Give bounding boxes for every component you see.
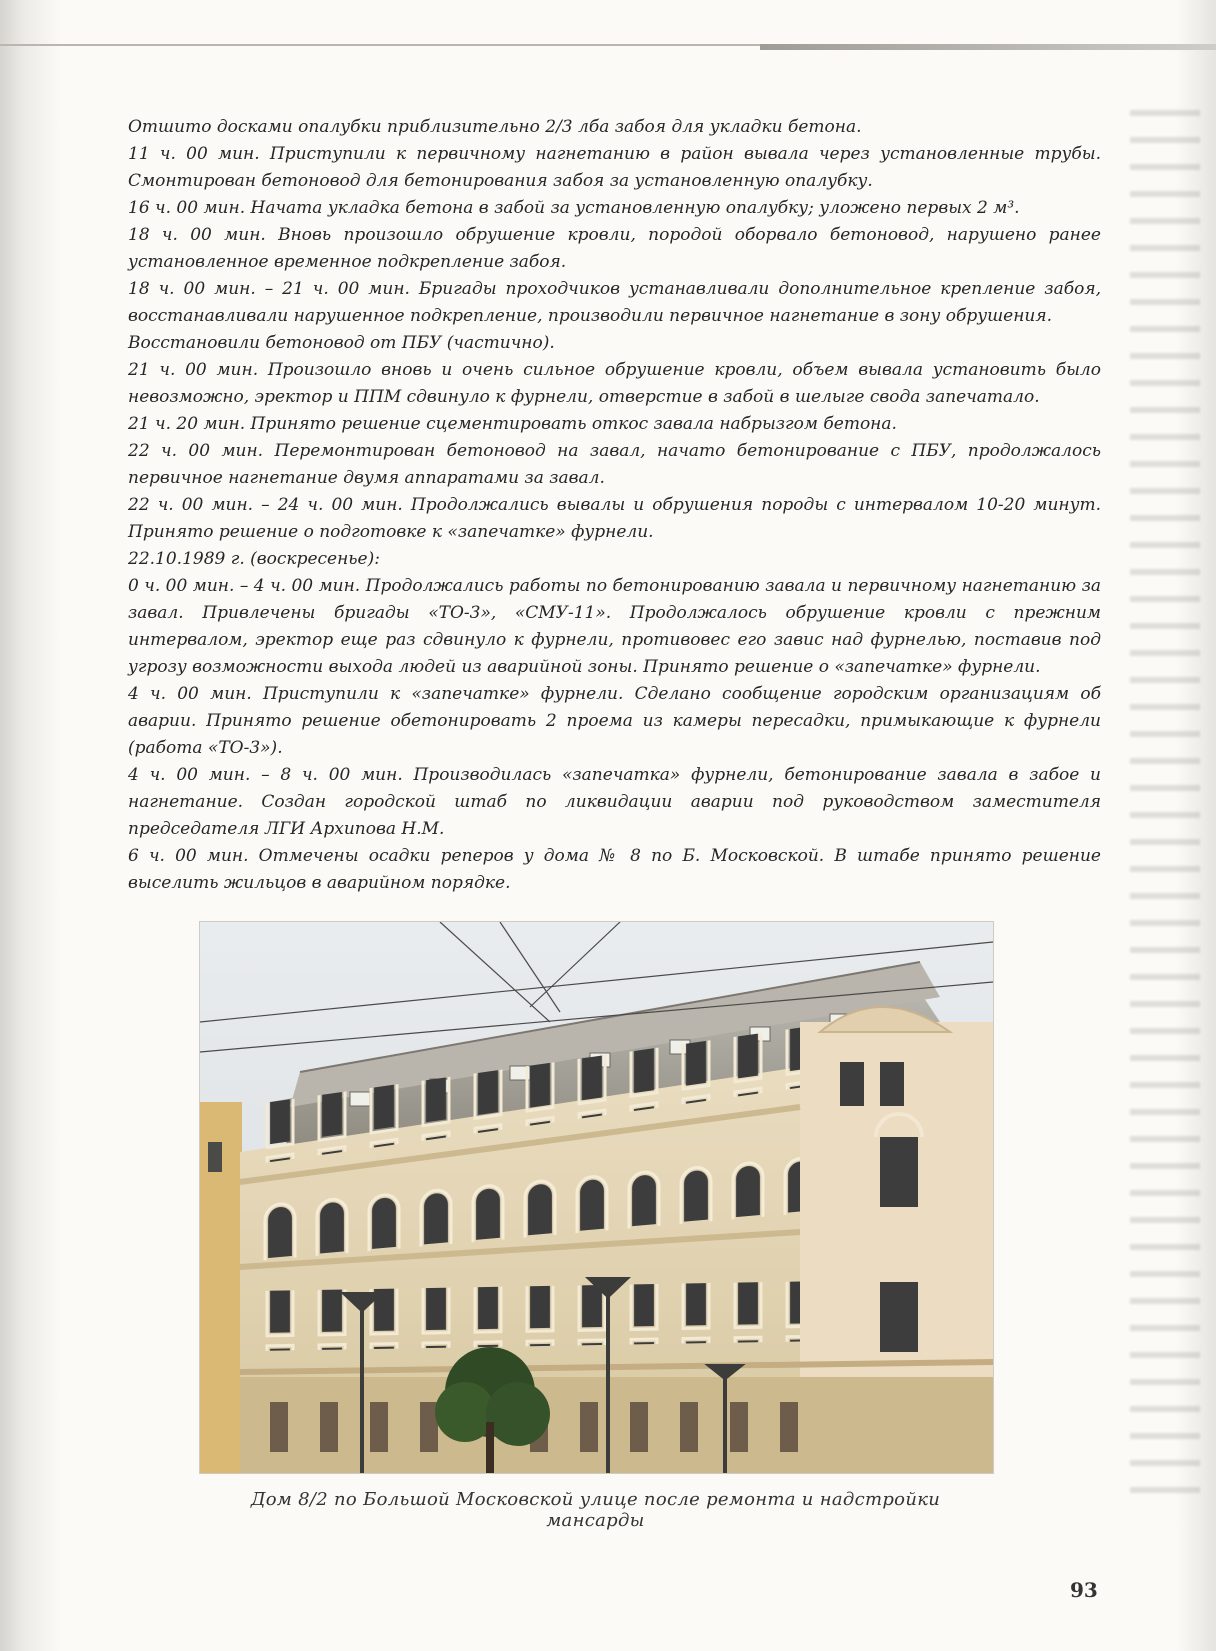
header-rule — [0, 44, 760, 46]
photo-caption: Дом 8/2 по Большой Московской улице после ремонта и надстройки мансарды — [250, 1489, 941, 1531]
paragraph: 21 ч. 00 мин. Произошло вновь и очень сильное обрушение кровли, объем вывала установить было невозможно, эректор и ППМ сдвинуло к фурнели, отверстие в забой в шелыге свода запечатало. — [128, 360, 1101, 407]
paragraph: 4 ч. 00 мин. – 8 ч. 00 мин. Производилась «запечатка» фурнели, бетонирование завала в забое и нагнетание. Создан городской штаб по ликвидации аварии под руководством заместителя председателя ЛГИ Архипова Н.М. — [128, 765, 1101, 839]
paragraph: 18 ч. 00 мин. Вновь произошло обрушение кровли, породой оборвало бетоновод, нарушено ранее установленное временное подкрепление забоя. — [128, 225, 1101, 272]
paragraph: Отшито досками опалубки приблизительно 2/3 лба забоя для укладки бетона. — [128, 117, 862, 137]
paragraph: 22 ч. 00 мин. Перемонтирован бетоновод на завал, начато бетонирование с ПБУ, продолжалось первичное нагнетание двумя аппаратами за завал. — [128, 441, 1101, 488]
page-gutter-shadow — [0, 0, 60, 1651]
page-number: 93 — [1070, 1578, 1098, 1602]
paragraph: 0 ч. 00 мин. – 4 ч. 00 мин. Продолжались работы по бетонированию завала и первичному нагнетанию за завал. Привлечены бригады «ТО-3», «СМУ-11». Продолжалось обрушение кровли с прежним интервалом, эректор еще раз сдвинуло к фурнели, противовес его завис над фурнелью, поставив под угрозу возможности выхода людей из аварийной зоны. Принято решение о «запечатке» фурнели. — [128, 576, 1101, 677]
paragraph: 18 ч. 00 мин. – 21 ч. 00 мин. Бригады проходчиков устанавливали дополнительное крепление забоя, восстанавливали нарушенное подкрепление, производили первичное нагнетание в зону обрушения. — [128, 279, 1101, 326]
paragraph: 22.10.1989 г. (воскресенье): — [128, 549, 380, 569]
paragraph: 11 ч. 00 мин. Приступили к первичному нагнетанию в район вывала через установленные трубы. Смонтирован бетоновод для бетонирования забоя за установленную опалубку. — [128, 144, 1101, 191]
paragraph: 16 ч. 00 мин. Начата укладка бетона в забой за установленную опалубку; уложено первых 2 м³. — [128, 198, 1020, 218]
header-rule-bar — [760, 44, 1216, 50]
paragraph: 21 ч. 20 мин. Принято решение сцементировать откос завала набрызгом бетона. — [128, 414, 897, 434]
paragraph: 22 ч. 00 мин. – 24 ч. 00 мин. Продолжались вывалы и обрушения породы с интервалом 10-20 минут. Принято решение о подготовке к «запечатке» фурнели. — [128, 495, 1101, 542]
building-photo — [199, 921, 994, 1474]
paragraph: Восстановили бетоновод от ПБУ (частично). — [128, 333, 555, 353]
show-through-text — [1130, 110, 1200, 1510]
paragraph: 4 ч. 00 мин. Приступили к «запечатке» фурнели. Сделано сообщение городским организациям об аварии. Принято решение обетонировать 2 проема из камеры пересадки, примыкающие к фурнели (работа «ТО-3»). — [128, 684, 1101, 758]
body-text — [128, 114, 1101, 897]
paragraph: 6 ч. 00 мин. Отмечены осадки реперов у дома № 8 по Б. Московской. В штабе принято решение выселить жильцов в аварийном порядке. — [128, 846, 1101, 893]
